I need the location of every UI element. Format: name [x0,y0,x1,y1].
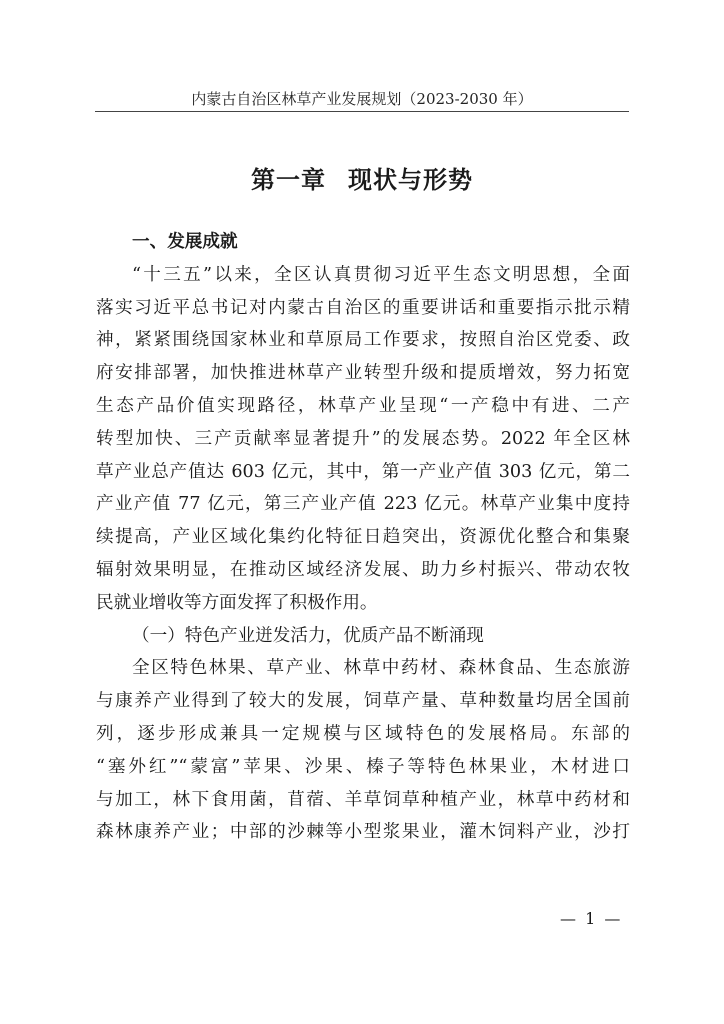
paragraph-line: “十三五”以来，全区认真贯彻习近平生态文明思想，全面 [132,264,630,285]
subsection-heading: （一）特色产业迸发活力，优质产品不断涌现 [132,625,484,646]
paragraph-line: 神，紧紧围绕国家林业和草原局工作要求，按照自治区党委、政 [96,330,630,351]
paragraph-line: 生态产品价值实现路径，林草产业呈现“一产稳中有进、二产 [96,395,630,416]
paragraph-line: 产业产值 77 亿元，第三产业产值 223 亿元。林草产业集中度持 [96,494,630,515]
paragraph-line: 草产业总产值达 603 亿元，其中，第一产业产值 303 亿元，第二 [96,461,630,482]
running-header: 内蒙古自治区林草产业发展规划（2023-2030 年） [191,90,533,108]
paragraph-line: 与康养产业得到了较大的发展，饲草产量、草种数量均居全国前 [96,691,630,712]
paragraph-line: 续提高，产业区域化集约化特征日趋突出，资源优化整合和集聚 [96,527,630,548]
paragraph-line: 全区特色林果、草产业、林草中药材、森林食品、生态旅游 [132,658,630,679]
paragraph-line: 辐射效果明显，在推动区域经济发展、助力乡村振兴、带动农牧 [96,559,630,580]
paragraph-line: 森林康养产业；中部的沙棘等小型浆果业，灌木饲料产业，沙打 [96,822,630,843]
page-number: — 1 — [560,909,623,928]
paragraph-line: 府安排部署，加快推进林草产业转型升级和提质增效，努力拓宽 [96,363,630,384]
chapter-title [95,160,629,195]
paragraph-line: 落实习近平总书记对内蒙古自治区的重要讲话和重要指示批示精 [96,297,630,318]
paragraph-line: 与加工，林下食用菌，苜蓿、羊草饲草种植产业，林草中药材和 [96,789,630,810]
paragraph-line: 转型加快、三产贡献率显著提升”的发展态势。2022 年全区林 [96,428,630,449]
header-divider [95,111,629,112]
paragraph-line: 民就业增收等方面发挥了积极作用。 [96,592,378,613]
paragraph-line: 列，逐步形成兼具一定规模与区域特色的发展格局。东部的 [96,723,630,744]
paragraph-line: “塞外红”“蒙富”苹果、沙果、榛子等特色林果业，木材进口 [96,756,630,777]
chapter-number: 第一章 [251,165,326,194]
section-heading: 一、发展成就 [132,232,238,252]
document-body [96,226,630,849]
chapter-name: 现状与形势 [348,165,473,194]
